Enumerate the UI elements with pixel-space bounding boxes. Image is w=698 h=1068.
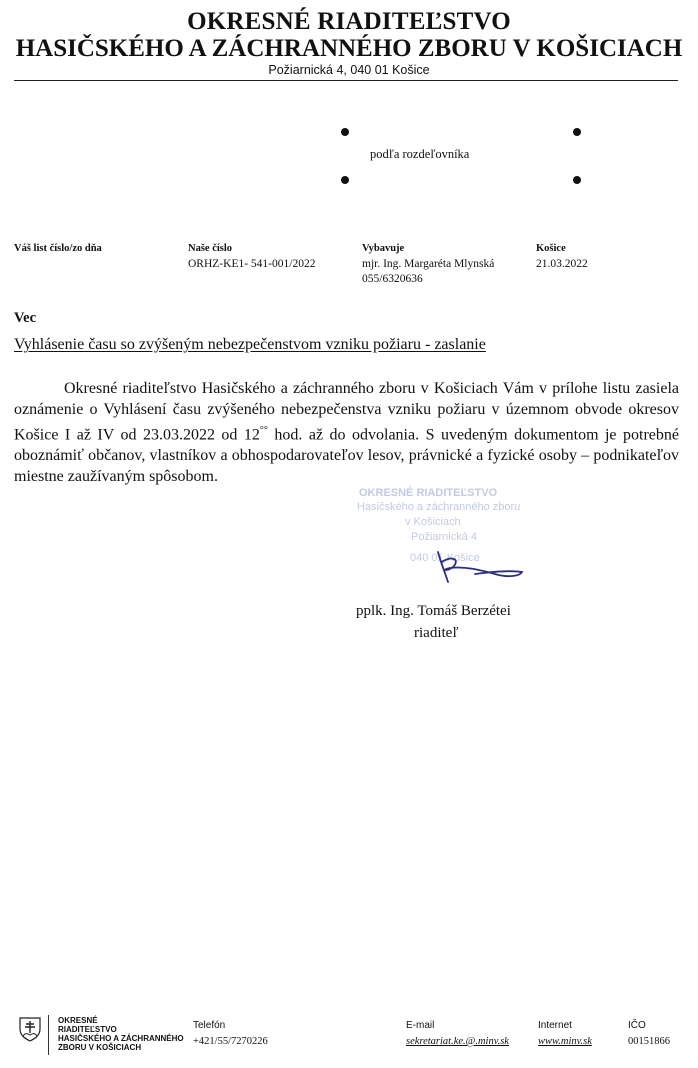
body-time-superscript: °° [259,425,268,436]
handled-by-label: Vybavuje [362,243,405,254]
signer-role: riaditeľ [414,625,459,641]
footer-ico-label: IČO [628,1020,646,1031]
stamp-line3: v Košiciach [405,516,461,528]
address-window-mark [573,128,581,136]
subject-label: Vec [14,310,37,326]
letter-body [14,378,679,487]
stamp-line2: Hasičského a záchranného zboru [357,501,521,513]
signer-name: pplk. Ing. Tomáš Berzétei [356,603,511,619]
subject-text: Vyhlásenie času so zvýšeným nebezpečenstvom vzniku požiaru - zaslanie [14,336,486,353]
footer-org-line3: HASIČSKÉHO A ZÁCHRANNÉHO [58,1034,184,1043]
body-text-part2: hod. až do odvolania. S uvedeným dokumentom je potrebné oboznámiť občanov, vlastníkov a obhospodarovateľov lesov, právnické a fyzické osoby – podnikateľov miestne zaužívaným spôsobom. [14,426,679,486]
state-emblem-icon [18,1016,42,1042]
handled-by-name: mjr. Ing. Margaréta Mlynská [362,258,495,270]
place-label: Košice [536,243,566,254]
our-ref-label: Naše číslo [188,243,233,254]
address-window-mark [341,176,349,184]
stamp-line5: 040 01 Košice [410,552,480,564]
footer-organization [58,1016,184,1052]
footer-divider [48,1015,49,1055]
footer-web-label: Internet [538,1020,572,1031]
footer-web-link[interactable]: www.minv.sk [538,1036,592,1047]
footer-email-link[interactable]: sekretariat.ke.@.minv.sk [406,1036,509,1047]
address-window-mark [341,128,349,136]
footer-phone-value: +421/55/7270226 [193,1036,268,1047]
letterhead-title-line1: OKRESNÉ RIADITEĽSTVO [187,8,511,35]
handled-by-phone: 055/6320636 [362,273,423,285]
footer-phone-label: Telefón [193,1020,226,1031]
handwritten-signature [420,548,530,588]
letterhead-title-line2: HASIČSKÉHO A ZÁCHRANNÉHO ZBORU V KOŠICIACH [15,35,683,62]
your-ref-label: Váš list číslo/zo dňa [14,243,102,254]
footer-org-line1: OKRESNÉ [58,1016,98,1025]
address-window-mark [573,176,581,184]
body-paragraph [14,378,679,487]
footer-org-line4: ZBORU V KOŠICIACH [58,1043,142,1052]
letter-date: 21.03.2022 [536,258,588,270]
our-ref-value: ORHZ-KE1- 541-001/2022 [188,258,316,270]
footer-org-line2: RIADITEĽSTVO [58,1025,117,1034]
footer-ico-value: 00151866 [628,1036,670,1047]
header-divider [14,80,678,81]
stamp-line4: Požiarnická 4 [411,531,478,543]
footer-email-label: E-mail [406,1020,435,1031]
recipient-distribution: podľa rozdeľovníka [370,147,470,161]
stamp-line1: OKRESNÉ RIADITEĽSTVO [359,487,498,499]
body-text-part1: Okresné riaditeľstvo Hasičského a záchranného zboru v Košiciach Vám v prílohe listu zasiela oznámenie o Vyhlásení času zvýšeného nebezpečenstva vzniku požiaru v územnom obvode okresov Košice I až IV od 23.03.2022 od 12 [14,380,679,444]
letterhead-address: Požiarnická 4, 040 01 Košice [268,63,430,77]
